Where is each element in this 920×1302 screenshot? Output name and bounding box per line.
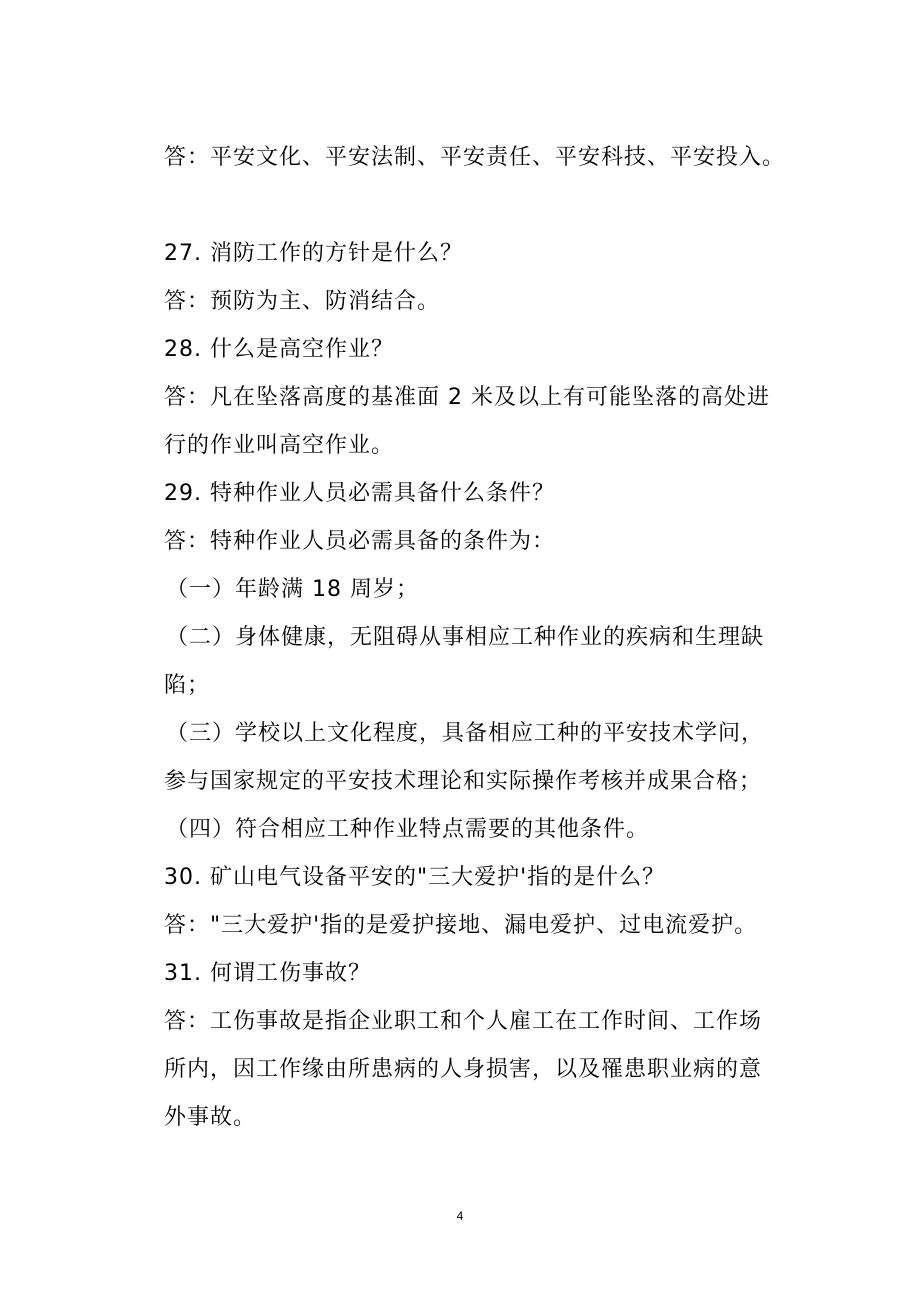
answer-29-intro: 答：特种作业人员必需具备的条件为： bbox=[164, 529, 556, 554]
answer-31-line-1: 答：工伤事故是指企业职工和个人雇工在工作时间、工作场 bbox=[164, 1009, 763, 1034]
question-27: 27. 消防工作的方针是什么？ bbox=[164, 241, 463, 266]
question-29: 29. 特种作业人员必需具备什么条件？ bbox=[164, 481, 555, 506]
question-28: 28. 什么是高空作业？ bbox=[164, 337, 394, 362]
answer-28-line-1: 答：凡在坠落高度的基准面 2 米及以上有可能坠落的高处进 bbox=[164, 385, 770, 410]
answer-29-item-1: （一）年龄满 18 周岁； bbox=[166, 577, 419, 602]
question-31: 31. 何谓工伤事故？ bbox=[164, 961, 371, 986]
answer-28-line-2: 行的作业叫高空作业。 bbox=[164, 433, 395, 458]
answer-31-line-3: 外事故。 bbox=[164, 1105, 257, 1130]
answer-29-item-3-line-2: 参与国家规定的平安技术理论和实际操作考核并成果合格； bbox=[164, 769, 763, 794]
answer-29-item-4: （四）符合相应工种作业特点需要的其他条件。 bbox=[166, 817, 650, 842]
answer-29-item-2-line-1: （二）身体健康，无阻碍从事相应工种作业的疾病和生理缺 bbox=[166, 625, 765, 650]
answer-26-line: 答：平安文化、平安法制、平安责任、平安科技、平安投入。 bbox=[164, 145, 786, 170]
answer-29-item-3-line-1: （三）学校以上文化程度，具备相应工种的平安技术学问， bbox=[166, 721, 765, 746]
answer-30: 答："三大爱护'指的是爱护接地、漏电爱护、过电流爱护。 bbox=[164, 913, 758, 938]
answer-31-line-2: 所内，因工作缘由所患病的人身损害，以及罹患职业病的意 bbox=[164, 1057, 763, 1082]
page-number: 4 bbox=[456, 1209, 464, 1223]
answer-27: 答：预防为主、防消结合。 bbox=[164, 289, 441, 314]
question-30: 30. 矿山电气设备平安的"三大爱护'指的是什么？ bbox=[164, 865, 666, 890]
answer-29-item-2-line-2: 陷； bbox=[164, 673, 211, 698]
